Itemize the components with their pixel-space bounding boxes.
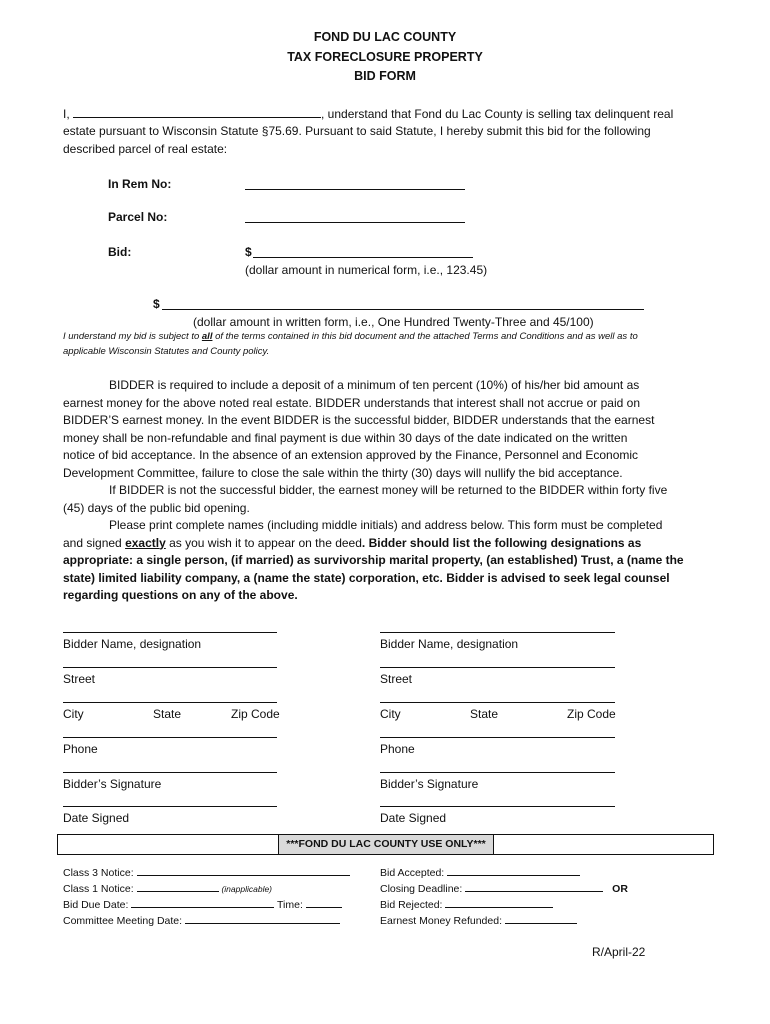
class1-input[interactable] bbox=[137, 881, 219, 892]
phone-input-1[interactable] bbox=[63, 737, 277, 738]
intro-rest: , understand that Fond du Lac County is selling tax delinquent real bbox=[321, 107, 674, 121]
bid-label: Bid: bbox=[108, 245, 132, 259]
bid-rejected-row: Bid Rejected: bbox=[380, 897, 553, 911]
parcel-input[interactable] bbox=[245, 222, 465, 223]
state-label-2: State bbox=[470, 707, 499, 721]
state-label-1: State bbox=[153, 707, 182, 721]
street-input-1[interactable] bbox=[63, 667, 277, 668]
date-label-1: Date Signed bbox=[63, 811, 130, 825]
parcel-label: Parcel No: bbox=[108, 210, 168, 224]
zip-label-1: Zip Code bbox=[231, 707, 280, 721]
date-input-2[interactable] bbox=[380, 806, 615, 807]
in-rem-input[interactable] bbox=[245, 189, 465, 190]
date-input-1[interactable] bbox=[63, 806, 277, 807]
closing-input[interactable] bbox=[465, 881, 603, 892]
bidder-name-label-1: Bidder Name, designation bbox=[63, 637, 202, 651]
county-use-box bbox=[57, 834, 714, 855]
written-dollar-sign: $ bbox=[153, 297, 160, 311]
intro-prefix: I, bbox=[63, 107, 70, 121]
city-input-1[interactable] bbox=[63, 702, 277, 703]
county-use-title: ***FOND DU LAC COUNTY USE ONLY*** bbox=[278, 835, 494, 854]
signature-input-2[interactable] bbox=[380, 772, 615, 773]
zip-label-2: Zip Code bbox=[567, 707, 616, 721]
bidder-name-blank[interactable] bbox=[73, 106, 321, 118]
bidder-name-input-2[interactable] bbox=[380, 632, 615, 633]
street-input-2[interactable] bbox=[380, 667, 615, 668]
phone-input-2[interactable] bbox=[380, 737, 615, 738]
inapplicable-note: (inapplicable) bbox=[221, 884, 273, 894]
numeric-note: (dollar amount in numerical form, i.e., 123.45) bbox=[245, 263, 488, 277]
committee-input[interactable] bbox=[185, 913, 340, 924]
written-note: (dollar amount in written form, i.e., One Hundred Twenty-Three and 45/100) bbox=[193, 315, 594, 329]
exactly-emphasis: exactly bbox=[125, 535, 166, 550]
class1-row: Class 1 Notice: (inapplicable) bbox=[63, 883, 273, 895]
street-label-2: Street bbox=[380, 672, 413, 686]
intro-line-3: described parcel of real estate: bbox=[63, 142, 228, 156]
terms-note-line-1: I understand my bid is subject to all of the terms contained in this bid document and the attached Terms and Conditions and as well as to bbox=[63, 331, 638, 342]
committee-row: Committee Meeting Date: bbox=[63, 913, 340, 927]
bidder-name-input-1[interactable] bbox=[63, 632, 277, 633]
bid-accepted-row: Bid Accepted: bbox=[380, 865, 580, 879]
phone-label-1: Phone bbox=[63, 742, 98, 756]
terms-note-emphasis: all bbox=[201, 331, 213, 342]
revision-label: R/April-22 bbox=[592, 945, 646, 959]
city-input-2[interactable] bbox=[380, 702, 615, 703]
intro-line-2: estate pursuant to Wisconsin Statute §75.69. Pursuant to said Statute, I hereby submit this bid for the following bbox=[63, 124, 651, 138]
signature-label-2: Bidder’s Signature bbox=[380, 777, 479, 791]
bid-due-input[interactable] bbox=[131, 897, 274, 908]
bid-due-row: Bid Due Date: Time: bbox=[63, 897, 342, 911]
class3-input[interactable] bbox=[137, 865, 350, 876]
bid-rejected-input[interactable] bbox=[445, 897, 553, 908]
intro-line-1 bbox=[63, 106, 673, 121]
bid-dollar-sign: $ bbox=[245, 245, 252, 259]
signature-label-1: Bidder’s Signature bbox=[63, 777, 162, 791]
form-county-title: FOND DU LAC COUNTY bbox=[313, 30, 457, 44]
street-label-1: Street bbox=[63, 672, 96, 686]
date-label-2: Date Signed bbox=[380, 811, 447, 825]
terms-note-line-2: applicable Wisconsin Statutes and County policy. bbox=[63, 346, 270, 357]
city-label-1: City bbox=[63, 707, 84, 721]
earnest-refunded-input[interactable] bbox=[505, 913, 577, 924]
class3-row: Class 3 Notice: bbox=[63, 865, 350, 879]
or-label: OR bbox=[612, 883, 628, 895]
bid-written-input[interactable] bbox=[162, 309, 644, 310]
bidder-name-label-2: Bidder Name, designation bbox=[380, 637, 519, 651]
bid-accepted-input[interactable] bbox=[447, 865, 580, 876]
phone-label-2: Phone bbox=[380, 742, 415, 756]
signature-input-1[interactable] bbox=[63, 772, 277, 773]
bid-numeric-input[interactable] bbox=[253, 257, 473, 258]
in-rem-label: In Rem No: bbox=[108, 177, 172, 191]
time-input[interactable] bbox=[306, 897, 342, 908]
earnest-refunded-row: Earnest Money Refunded: bbox=[380, 913, 577, 927]
deposit-paragraph: BIDDER is required to include a deposit of a minimum of ten percent (10%) of his/her bid amount as earnest money for the above noted real estate. BIDDER understands that interest shall not accrue or paid on BIDDER’S earnest money. In the event BIDDER is the successful bidder, BIDDER understands that the earnest money shall be non-refundable and final payment is due within 30 days of the date indicated on the written notice of bid acceptance. In the absence of an extension approved by the Finance, Personnel and Economic Development Committee, failure to close the sale within the thirty (30) days will nullify the bid acceptance. If BIDDER is not the successful bidder, the earnest money will be returned to the BIDDER within forty five (45) days of the public bid opening. Please print complete names (including middle initials) and address below. This form must be completed and signed exactly as you wish it to appear on the deed. Bidder should list the following designations as appropriate: a single person, (if married) as survivorship marital property, (an established) Trust, a (name the state) limited liability company, a (name the state) corporation, etc. Bidder is advised to seek legal counsel regarding questions on any of the above. bbox=[63, 378, 684, 602]
city-label-2: City bbox=[380, 707, 401, 721]
form-title: BID FORM bbox=[354, 69, 416, 83]
form-subtitle: TAX FORECLOSURE PROPERTY bbox=[287, 50, 483, 64]
closing-row: Closing Deadline: OR bbox=[380, 883, 628, 895]
